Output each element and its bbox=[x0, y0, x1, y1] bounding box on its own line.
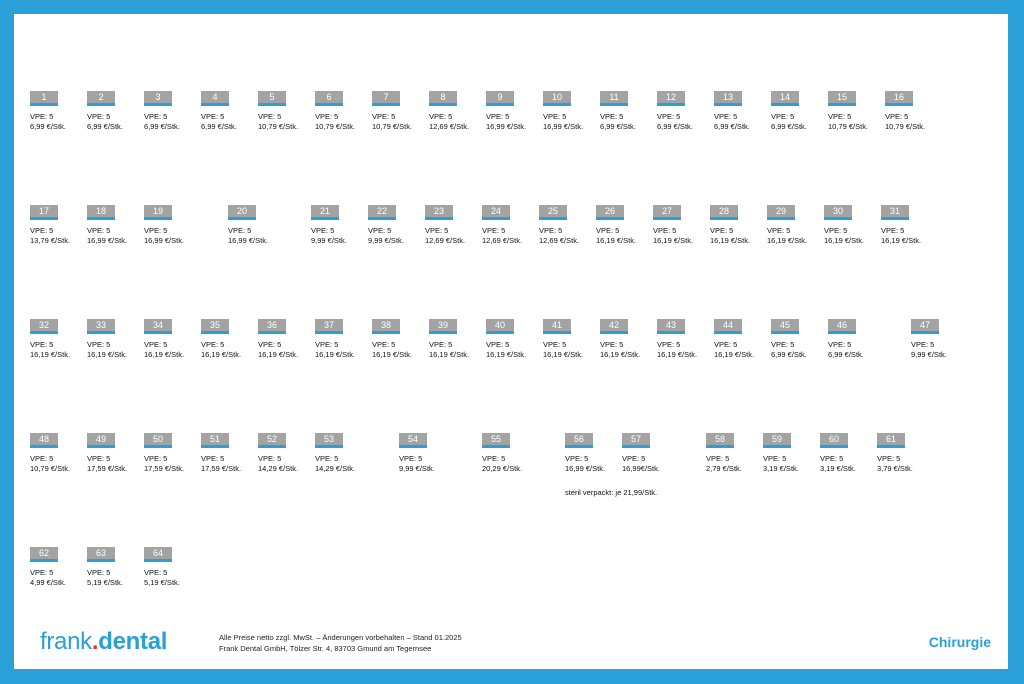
item-vpe: VPE: 5 bbox=[30, 226, 54, 235]
item-price: 16,19 €/Stk. bbox=[710, 236, 751, 245]
item-number-badge: 4 bbox=[201, 91, 229, 106]
item-number-badge: 13 bbox=[714, 91, 742, 106]
item-vpe: VPE: 5 bbox=[653, 226, 677, 235]
item-number-badge: 49 bbox=[87, 433, 115, 448]
item-number-badge: 30 bbox=[824, 205, 852, 220]
item-number-badge: 22 bbox=[368, 205, 396, 220]
item-number-badge: 23 bbox=[425, 205, 453, 220]
product-item bbox=[881, 205, 951, 246]
item-vpe: VPE: 5 bbox=[87, 226, 111, 235]
item-number-badge: 15 bbox=[828, 91, 856, 106]
item-number-badge: 59 bbox=[763, 433, 791, 448]
brand-logo bbox=[40, 628, 167, 656]
product-item bbox=[228, 205, 298, 246]
item-number-badge: 16 bbox=[885, 91, 913, 106]
item-price: 16,19 €/Stk. bbox=[596, 236, 637, 245]
item-vpe: VPE: 5 bbox=[144, 226, 168, 235]
item-vpe: VPE: 5 bbox=[714, 112, 738, 121]
item-number-badge: 12 bbox=[657, 91, 685, 106]
item-number-badge: 14 bbox=[771, 91, 799, 106]
item-number-badge: 57 bbox=[622, 433, 650, 448]
product-item bbox=[622, 433, 692, 474]
item-vpe: VPE: 5 bbox=[429, 112, 453, 121]
item-vpe: VPE: 5 bbox=[429, 340, 453, 349]
item-number-badge: 20 bbox=[228, 205, 256, 220]
item-vpe: VPE: 5 bbox=[144, 112, 168, 121]
item-vpe: VPE: 5 bbox=[372, 112, 396, 121]
item-number-badge: 8 bbox=[429, 91, 457, 106]
item-vpe: VPE: 5 bbox=[87, 112, 111, 121]
item-price: 10,79 €/Stk. bbox=[885, 122, 926, 131]
item-price: 16,19 €/Stk. bbox=[600, 350, 641, 359]
item-vpe: VPE: 5 bbox=[30, 340, 54, 349]
item-vpe: VPE: 5 bbox=[885, 112, 909, 121]
item-vpe: VPE: 5 bbox=[600, 340, 624, 349]
item-vpe: VPE: 5 bbox=[771, 112, 795, 121]
item-vpe: VPE: 5 bbox=[539, 226, 563, 235]
item-number-badge: 34 bbox=[144, 319, 172, 334]
item-price: 10,79 €/Stk. bbox=[315, 122, 356, 131]
item-price: 16,19 €/Stk. bbox=[657, 350, 698, 359]
item-vpe: VPE: 5 bbox=[315, 454, 339, 463]
item-price: 16,19 €/Stk. bbox=[824, 236, 865, 245]
item-price: 6,99 €/Stk. bbox=[144, 122, 180, 131]
item-price: 16,99 €/Stk. bbox=[144, 236, 185, 245]
logo-dot: . bbox=[91, 628, 99, 655]
item-vpe: VPE: 5 bbox=[881, 226, 905, 235]
item-number-badge: 47 bbox=[911, 319, 939, 334]
item-number-badge: 53 bbox=[315, 433, 343, 448]
item-number-badge: 43 bbox=[657, 319, 685, 334]
product-item bbox=[315, 433, 385, 474]
item-price: 14,29 €/Stk. bbox=[315, 464, 356, 473]
item-price: 13,79 €/Stk. bbox=[30, 236, 71, 245]
item-number-badge: 54 bbox=[399, 433, 427, 448]
item-number-badge: 24 bbox=[482, 205, 510, 220]
item-vpe: VPE: 5 bbox=[543, 112, 567, 121]
item-price: 20,29 €/Stk. bbox=[482, 464, 523, 473]
item-number-badge: 63 bbox=[87, 547, 115, 562]
item-price: 6,99 €/Stk. bbox=[30, 122, 66, 131]
item-price: 12,69 €/Stk. bbox=[425, 236, 466, 245]
item-price: 16,19 €/Stk. bbox=[653, 236, 694, 245]
item-price: 10,79 €/Stk. bbox=[30, 464, 71, 473]
item-price: 6,99 €/Stk. bbox=[201, 122, 237, 131]
item-number-badge: 7 bbox=[372, 91, 400, 106]
logo-text-dental: dental bbox=[98, 628, 168, 655]
item-price: 6,99 €/Stk. bbox=[600, 122, 636, 131]
item-vpe: VPE: 5 bbox=[486, 112, 510, 121]
item-vpe: VPE: 5 bbox=[201, 340, 225, 349]
item-number-badge: 3 bbox=[144, 91, 172, 106]
item-price: 6,99 €/Stk. bbox=[657, 122, 693, 131]
product-item bbox=[885, 91, 955, 132]
product-item bbox=[144, 205, 214, 246]
item-number-badge: 11 bbox=[600, 91, 628, 106]
item-number-badge: 40 bbox=[486, 319, 514, 334]
item-number-badge: 42 bbox=[600, 319, 628, 334]
item-price: 2,79 €/Stk. bbox=[706, 464, 742, 473]
footer-line-1: Alle Preise netto zzgl. MwSt. – Änderungen vorbehalten – Stand 01.2025 bbox=[219, 633, 462, 642]
item-price: 16,19 €/Stk. bbox=[429, 350, 470, 359]
product-item bbox=[877, 433, 947, 474]
product-item bbox=[482, 433, 552, 474]
item-price: 16,19 €/Stk. bbox=[372, 350, 413, 359]
item-number-badge: 62 bbox=[30, 547, 58, 562]
item-number-badge: 41 bbox=[543, 319, 571, 334]
item-price: 9,99 €/Stk. bbox=[368, 236, 404, 245]
item-number-badge: 26 bbox=[596, 205, 624, 220]
item-number-badge: 64 bbox=[144, 547, 172, 562]
product-item bbox=[828, 319, 898, 360]
item-price: 10,79 €/Stk. bbox=[372, 122, 413, 131]
item-number-badge: 25 bbox=[539, 205, 567, 220]
item-vpe: VPE: 5 bbox=[258, 112, 282, 121]
item-price: 16,19 €/Stk. bbox=[543, 350, 584, 359]
item-vpe: VPE: 5 bbox=[144, 568, 168, 577]
item-number-badge: 21 bbox=[311, 205, 339, 220]
item-price: 3,79 €/Stk. bbox=[877, 464, 913, 473]
item-price: 16,19 €/Stk. bbox=[714, 350, 755, 359]
item-vpe: VPE: 5 bbox=[144, 454, 168, 463]
item-vpe: VPE: 5 bbox=[87, 568, 111, 577]
item-vpe: VPE: 5 bbox=[201, 454, 225, 463]
item-vpe: VPE: 5 bbox=[482, 454, 506, 463]
item-number-badge: 58 bbox=[706, 433, 734, 448]
item-number-badge: 1 bbox=[30, 91, 58, 106]
item-vpe: VPE: 5 bbox=[828, 112, 852, 121]
item-vpe: VPE: 5 bbox=[763, 454, 787, 463]
item-number-badge: 5 bbox=[258, 91, 286, 106]
item-number-badge: 27 bbox=[653, 205, 681, 220]
item-vpe: VPE: 5 bbox=[565, 454, 589, 463]
item-vpe: VPE: 5 bbox=[486, 340, 510, 349]
item-price: 17,59 €/Stk. bbox=[201, 464, 242, 473]
item-price: 3,19 €/Stk. bbox=[820, 464, 856, 473]
item-price: 6,99 €/Stk. bbox=[828, 350, 864, 359]
item-vpe: VPE: 5 bbox=[622, 454, 646, 463]
item-price: 14,29 €/Stk. bbox=[258, 464, 299, 473]
item-price: 16,99 €/Stk. bbox=[486, 122, 527, 131]
item-vpe: VPE: 5 bbox=[87, 340, 111, 349]
item-vpe: VPE: 5 bbox=[425, 226, 449, 235]
item-price: 16,99 €/Stk. bbox=[228, 236, 269, 245]
item-vpe: VPE: 5 bbox=[368, 226, 392, 235]
item-vpe: VPE: 5 bbox=[87, 454, 111, 463]
section-title: Chirurgie bbox=[928, 634, 991, 650]
item-number-badge: 19 bbox=[144, 205, 172, 220]
item-number-badge: 29 bbox=[767, 205, 795, 220]
item-price: 17,59 €/Stk. bbox=[87, 464, 128, 473]
item-price: 16,19 €/Stk. bbox=[201, 350, 242, 359]
product-item bbox=[144, 547, 214, 588]
item-vpe: VPE: 5 bbox=[399, 454, 423, 463]
item-number-badge: 28 bbox=[710, 205, 738, 220]
item-vpe: VPE: 5 bbox=[201, 112, 225, 121]
item-number-badge: 45 bbox=[771, 319, 799, 334]
item-price: 6,99 €/Stk. bbox=[771, 122, 807, 131]
logo-text-frank: frank bbox=[40, 628, 92, 655]
item-number-badge: 60 bbox=[820, 433, 848, 448]
item-price: 12,69 €/Stk. bbox=[482, 236, 523, 245]
item-number-badge: 39 bbox=[429, 319, 457, 334]
price-sheet bbox=[14, 14, 1008, 669]
item-price: 12,69 €/Stk. bbox=[539, 236, 580, 245]
item-vpe: VPE: 5 bbox=[657, 112, 681, 121]
item-vpe: VPE: 5 bbox=[767, 226, 791, 235]
item-number-badge: 17 bbox=[30, 205, 58, 220]
item-vpe: VPE: 5 bbox=[315, 340, 339, 349]
item-price: 16,19 €/Stk. bbox=[881, 236, 922, 245]
item-number-badge: 52 bbox=[258, 433, 286, 448]
item-vpe: VPE: 5 bbox=[258, 340, 282, 349]
item-price: 5,19 €/Stk. bbox=[144, 578, 180, 587]
item-price: 3,19 €/Stk. bbox=[763, 464, 799, 473]
item-price: 16,19 €/Stk. bbox=[30, 350, 71, 359]
item-vpe: VPE: 5 bbox=[30, 568, 54, 577]
item-number-badge: 56 bbox=[565, 433, 593, 448]
item-price: 9,99 €/Stk. bbox=[399, 464, 435, 473]
item-vpe: VPE: 5 bbox=[372, 340, 396, 349]
item-number-badge: 9 bbox=[486, 91, 514, 106]
item-number-badge: 48 bbox=[30, 433, 58, 448]
item-vpe: VPE: 5 bbox=[600, 112, 624, 121]
item-price: 16,19 €/Stk. bbox=[486, 350, 527, 359]
item-number-badge: 50 bbox=[144, 433, 172, 448]
product-item bbox=[911, 319, 981, 360]
footer-info bbox=[219, 632, 462, 654]
item-number-badge: 2 bbox=[87, 91, 115, 106]
item-number-badge: 44 bbox=[714, 319, 742, 334]
item-number-badge: 10 bbox=[543, 91, 571, 106]
item-number-badge: 35 bbox=[201, 319, 229, 334]
item-price: 6,99 €/Stk. bbox=[87, 122, 123, 131]
item-price: 16,19 €/Stk. bbox=[767, 236, 808, 245]
item-price: 16,19 €/Stk. bbox=[87, 350, 128, 359]
item-price: 6,99 €/Stk. bbox=[771, 350, 807, 359]
item-vpe: VPE: 5 bbox=[710, 226, 734, 235]
sterile-note: steril verpackt: je 21,99/Stk. bbox=[565, 488, 658, 497]
item-vpe: VPE: 5 bbox=[820, 454, 844, 463]
item-price: 17,59 €/Stk. bbox=[144, 464, 185, 473]
item-vpe: VPE: 5 bbox=[714, 340, 738, 349]
item-price: 16,99 €/Stk. bbox=[87, 236, 128, 245]
item-vpe: VPE: 5 bbox=[706, 454, 730, 463]
item-price: 12,69 €/Stk. bbox=[429, 122, 470, 131]
item-price: 16,19 €/Stk. bbox=[144, 350, 185, 359]
item-number-badge: 36 bbox=[258, 319, 286, 334]
item-number-badge: 6 bbox=[315, 91, 343, 106]
item-vpe: VPE: 5 bbox=[911, 340, 935, 349]
item-number-badge: 51 bbox=[201, 433, 229, 448]
item-number-badge: 33 bbox=[87, 319, 115, 334]
item-number-badge: 61 bbox=[877, 433, 905, 448]
item-number-badge: 38 bbox=[372, 319, 400, 334]
item-vpe: VPE: 5 bbox=[828, 340, 852, 349]
item-price: 10,79 €/Stk. bbox=[828, 122, 869, 131]
item-vpe: VPE: 5 bbox=[596, 226, 620, 235]
item-price: 16,99 €/Stk. bbox=[565, 464, 606, 473]
footer-line-2: Frank Dental GmbH, Tölzer Str. 4, 83703 Gmund am Tegernsee bbox=[219, 644, 432, 653]
item-number-badge: 32 bbox=[30, 319, 58, 334]
item-vpe: VPE: 5 bbox=[228, 226, 252, 235]
item-vpe: VPE: 5 bbox=[30, 112, 54, 121]
item-vpe: VPE: 5 bbox=[144, 340, 168, 349]
item-number-badge: 46 bbox=[828, 319, 856, 334]
product-item bbox=[399, 433, 469, 474]
item-price: 16,19 €/Stk. bbox=[258, 350, 299, 359]
item-vpe: VPE: 5 bbox=[877, 454, 901, 463]
item-vpe: VPE: 5 bbox=[311, 226, 335, 235]
item-number-badge: 31 bbox=[881, 205, 909, 220]
item-price: 5,19 €/Stk. bbox=[87, 578, 123, 587]
item-vpe: VPE: 5 bbox=[824, 226, 848, 235]
item-vpe: VPE: 5 bbox=[771, 340, 795, 349]
item-vpe: VPE: 5 bbox=[657, 340, 681, 349]
item-price: 10,79 €/Stk. bbox=[258, 122, 299, 131]
item-number-badge: 18 bbox=[87, 205, 115, 220]
item-price: 16,99€/Stk. bbox=[622, 464, 660, 473]
item-vpe: VPE: 5 bbox=[315, 112, 339, 121]
item-price: 9,99 €/Stk. bbox=[911, 350, 947, 359]
item-price: 9,99 €/Stk. bbox=[311, 236, 347, 245]
item-vpe: VPE: 5 bbox=[482, 226, 506, 235]
item-price: 6,99 €/Stk. bbox=[714, 122, 750, 131]
item-price: 4,99 €/Stk. bbox=[30, 578, 66, 587]
item-price: 16,19 €/Stk. bbox=[315, 350, 356, 359]
item-vpe: VPE: 5 bbox=[543, 340, 567, 349]
item-vpe: VPE: 5 bbox=[30, 454, 54, 463]
item-price: 16,99 €/Stk. bbox=[543, 122, 584, 131]
item-number-badge: 37 bbox=[315, 319, 343, 334]
item-number-badge: 55 bbox=[482, 433, 510, 448]
item-vpe: VPE: 5 bbox=[258, 454, 282, 463]
